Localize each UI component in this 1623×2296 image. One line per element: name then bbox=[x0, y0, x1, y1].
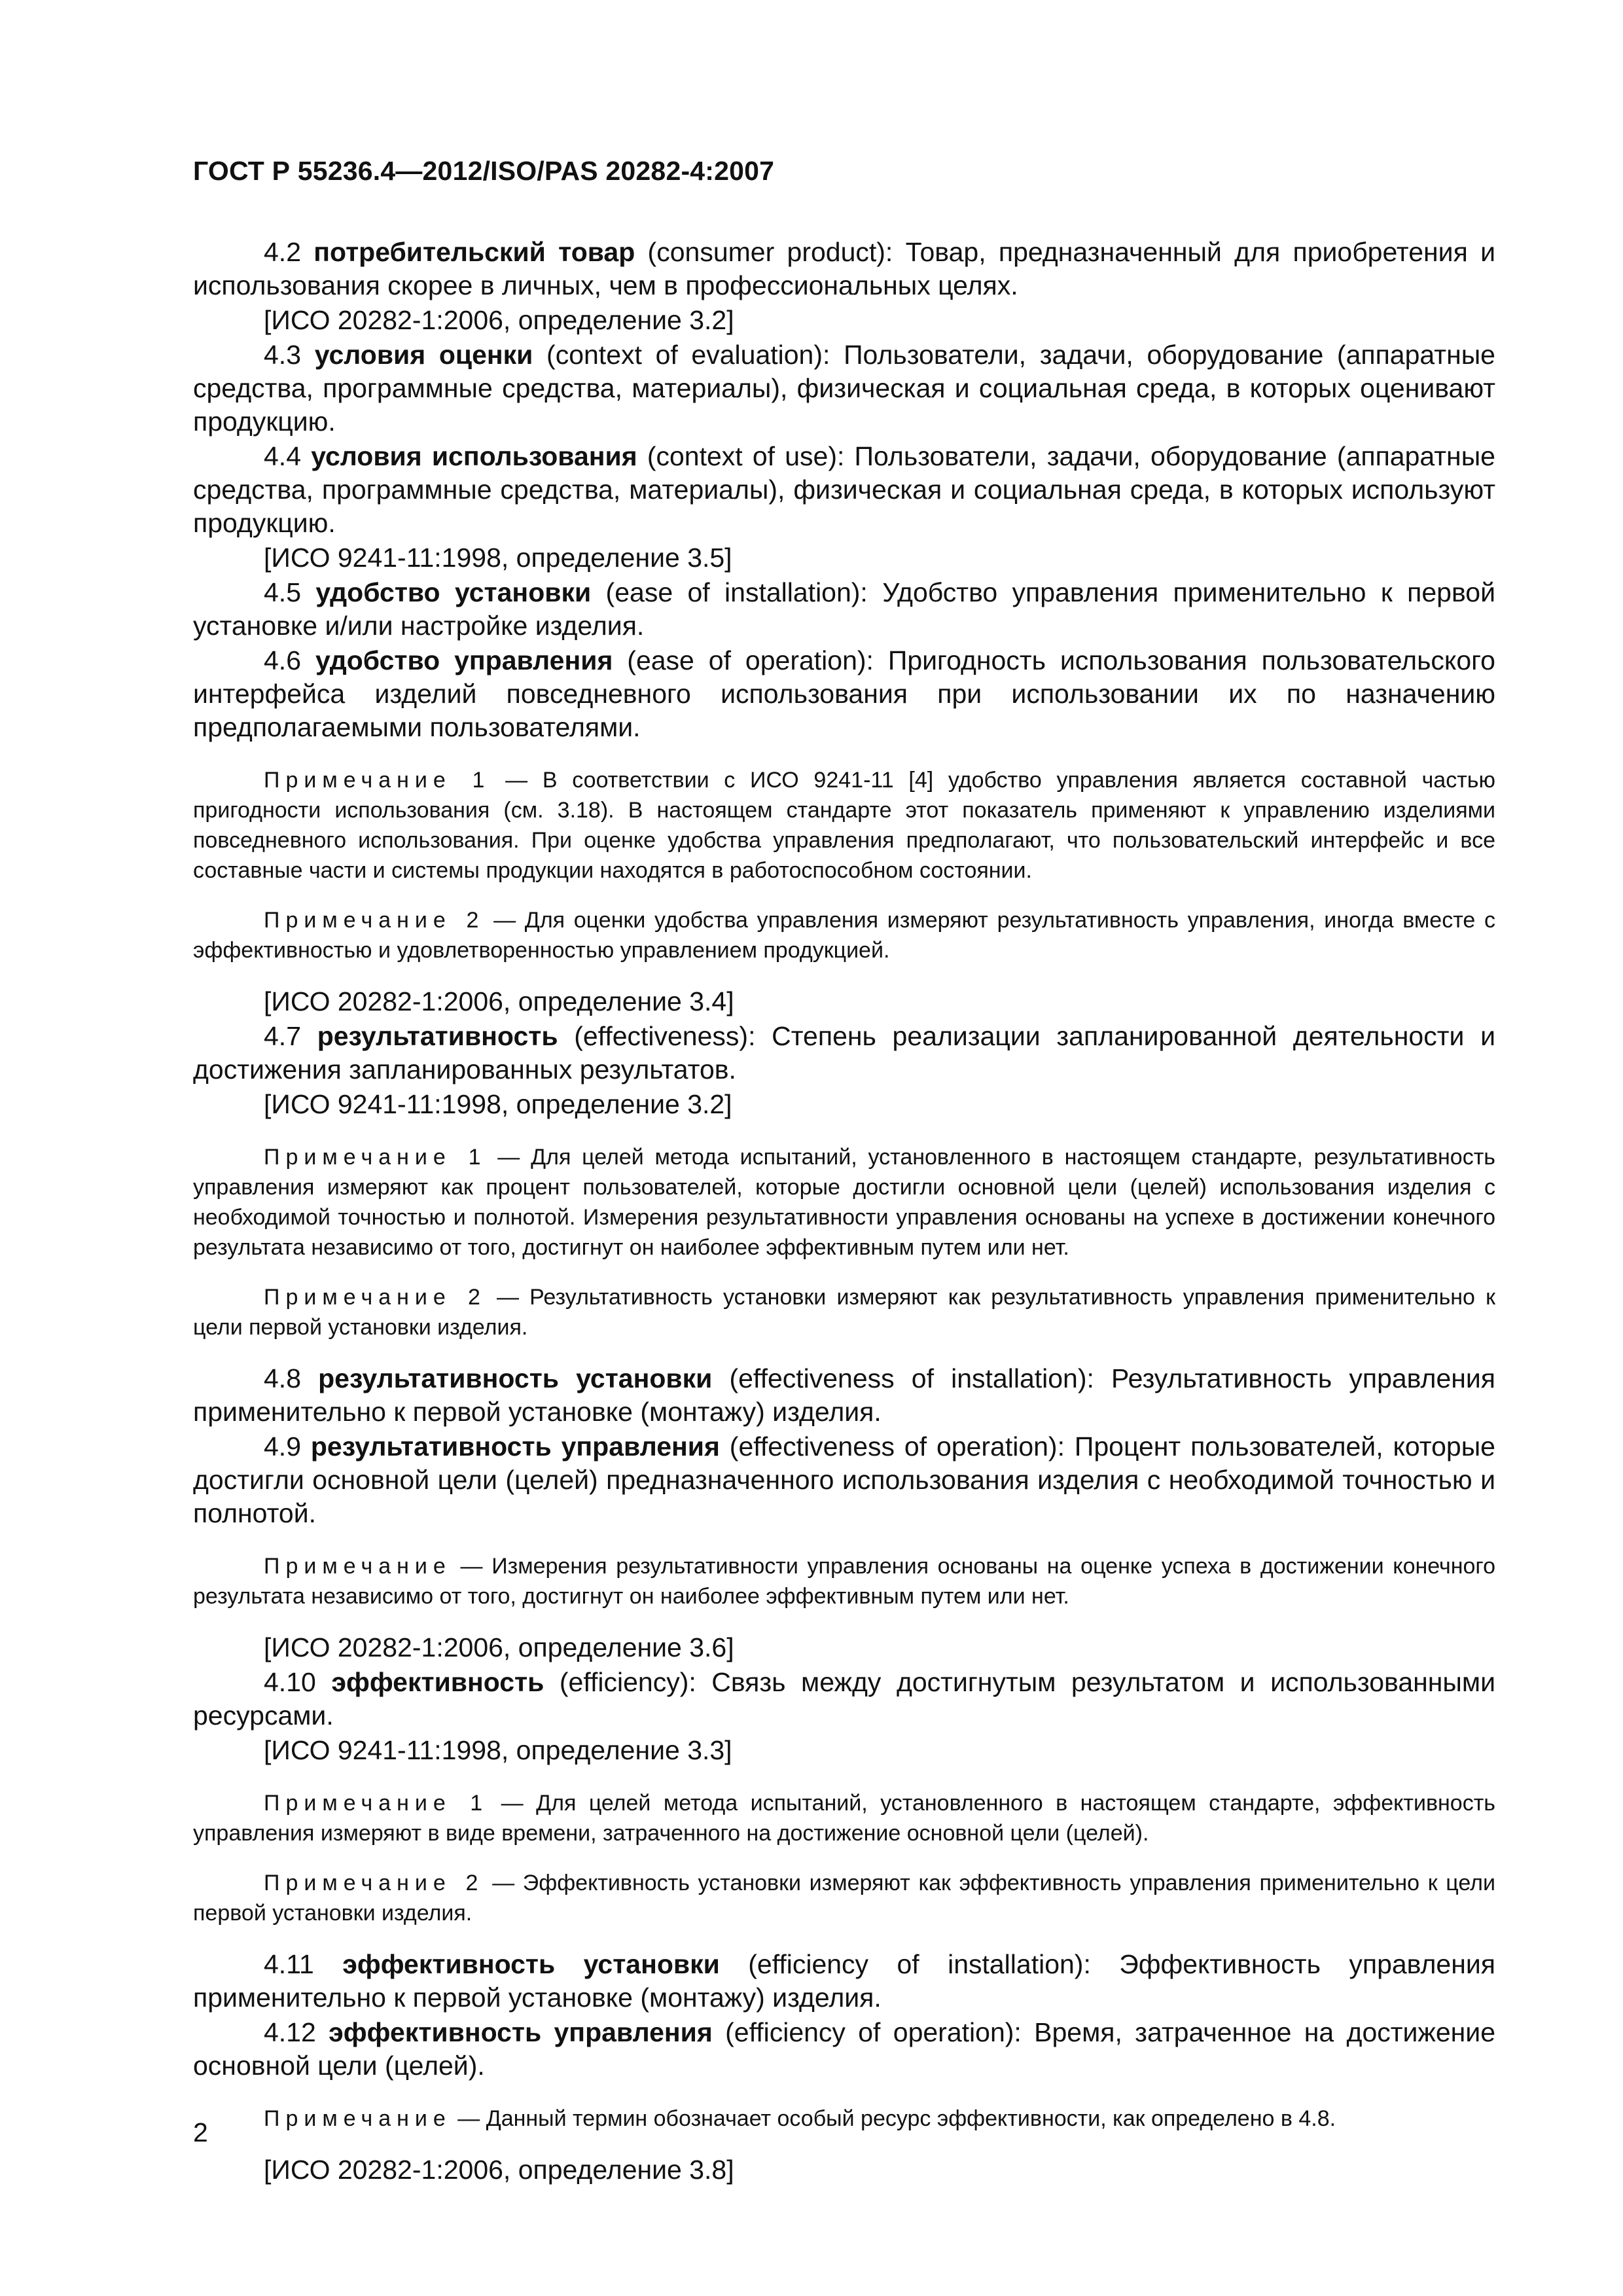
note-label: Примечание 2 bbox=[264, 908, 485, 933]
term-name: потребительский товар bbox=[313, 237, 635, 267]
note bbox=[193, 905, 1495, 965]
note bbox=[193, 765, 1495, 886]
term-definition: (effectiveness of installation): Результативность управления применительно к первой установке (монтажу) изделия. bbox=[193, 1363, 1495, 1427]
note-text: — Измерения результативности управления основаны на оценке успеха в достижении конечного результата независимо от того, достигнут он наиболее эффективным путем или нет. bbox=[193, 1554, 1495, 1609]
note-text: — Результативность установки измеряют как результативность управления применительно к цели первой установки изделия. bbox=[193, 1285, 1495, 1340]
source-reference: [ИСО 20282-1:2006, определение 3.6] bbox=[264, 1632, 734, 1662]
term-number: 4.4 bbox=[264, 441, 301, 471]
term-number: 4.9 bbox=[264, 1431, 301, 1462]
source-reference: [ИСО 9241-11:1998, определение 3.5] bbox=[264, 543, 732, 573]
term-name: эффективность установки bbox=[342, 1949, 720, 1979]
term-definition: (context of use): Пользователи, задачи, оборудование (аппаратные средства, программные средства, материалы), физическая и социальная среда, в которых используют продукцию. bbox=[193, 441, 1495, 538]
note-text: — Для целей метода испытаний, установленного в настоящем стандарте, результативность управления измеряют как процент пользователей, которые достигли основной цели (целей) использования изделия с необходимой точностью и полнотой. Измерения результативности управления основаны на успехе в достижении конечного результата независимо от того, достигнут он наиболее эффективным путем или нет. bbox=[193, 1145, 1495, 1260]
term-4-5 bbox=[193, 576, 1495, 643]
note-text: — В соответствии с ИСО 9241-11 [4] удобство управления является составной частью пригодности использования (см. 3.18). В настоящем стандарте этот показатель применяют к управлению изделиями повседневного использования. При оценке удобства управления предполагают, что пользовательский интерфейс и все составные части и системы продукции находятся в работоспособном состоянии. bbox=[193, 768, 1495, 883]
term-4-3 bbox=[193, 338, 1495, 439]
term-name: условия использования bbox=[311, 441, 637, 471]
term-4-11 bbox=[193, 1948, 1495, 2015]
term-number: 4.2 bbox=[264, 237, 301, 267]
source-reference: [ИСО 9241-11:1998, определение 3.2] bbox=[264, 1089, 732, 1119]
term-name: эффективность управления bbox=[329, 2017, 713, 2047]
note bbox=[193, 1551, 1495, 1611]
note bbox=[193, 1282, 1495, 1342]
note-label: Примечание bbox=[264, 1554, 452, 1579]
note-label: Примечание 1 bbox=[264, 1791, 489, 1816]
document-body bbox=[193, 236, 1495, 2188]
note-text: — Для оценки удобства управления измеряют результативность управления, иногда вместе с эффективностью и удовлетворенностью управлением продукцией. bbox=[193, 908, 1495, 963]
term-4-2 bbox=[193, 236, 1495, 302]
note-text: — Эффективность установки измеряют как эффективность управления применительно к цели первой установки изделия. bbox=[193, 1871, 1495, 1926]
term-number: 4.10 bbox=[264, 1667, 316, 1697]
note-text: — Для целей метода испытаний, установленного в настоящем стандарте, эффективность управления измеряют в виде времени, затраченного на достижение основной цели (целей). bbox=[193, 1791, 1495, 1846]
term-4-9 bbox=[193, 1430, 1495, 1530]
term-name: результативность установки bbox=[318, 1363, 713, 1393]
term-name: эффективность bbox=[331, 1667, 544, 1697]
term-4-6 bbox=[193, 644, 1495, 744]
note bbox=[193, 1142, 1495, 1263]
note-label: Примечание 2 bbox=[264, 1285, 486, 1310]
term-number: 4.7 bbox=[264, 1021, 301, 1051]
source-reference: [ИСО 9241-11:1998, определение 3.3] bbox=[264, 1735, 732, 1765]
term-name: удобство управления bbox=[315, 645, 613, 675]
source-reference: [ИСО 20282-1:2006, определение 3.2] bbox=[264, 305, 734, 335]
term-number: 4.8 bbox=[264, 1363, 301, 1393]
term-name: результативность bbox=[317, 1021, 558, 1051]
term-definition: (efficiency of installation): Эффективность управления применительно к первой установке (монтажу) изделия. bbox=[193, 1949, 1495, 2013]
term-name: условия оценки bbox=[314, 340, 533, 370]
term-definition: (efficiency): Связь между достигнутым результатом и использованными ресурсами. bbox=[193, 1667, 1495, 1731]
term-4-7 bbox=[193, 1020, 1495, 1086]
term-name: результативность управления bbox=[310, 1431, 720, 1462]
term-number: 4.5 bbox=[264, 577, 301, 607]
source-reference: [ИСО 20282-1:2006, определение 3.4] bbox=[264, 986, 734, 1016]
note-label: Примечание 2 bbox=[264, 1871, 484, 1895]
term-definition: (consumer product): Товар, предназначенный для приобретения и использования скорее в личных, чем в профессиональных целях. bbox=[193, 237, 1495, 300]
term-definition: (effectiveness): Степень реализации запланированной деятельности и достижения запланированных результатов. bbox=[193, 1021, 1495, 1085]
term-4-8 bbox=[193, 1362, 1495, 1429]
note bbox=[193, 2104, 1495, 2134]
term-definition: (ease of installation): Удобство управления применительно к первой установке и/или настройке изделия. bbox=[193, 577, 1495, 641]
term-number: 4.12 bbox=[264, 2017, 316, 2047]
note bbox=[193, 1788, 1495, 1848]
term-definition: (ease of operation): Пригодность использования пользовательского интерфейса изделий повседневного использования при использовании их по назначению предполагаемыми пользователями. bbox=[193, 645, 1495, 742]
document-header: ГОСТ Р 55236.4—2012/ISO/PAS 20282-4:2007 bbox=[193, 156, 775, 186]
note-label: Примечание 1 bbox=[264, 768, 491, 793]
term-4-4 bbox=[193, 440, 1495, 540]
term-number: 4.3 bbox=[264, 340, 301, 370]
note-text: — Данный термин обозначает особый ресурс эффективности, как определено в 4.8. bbox=[451, 2106, 1336, 2131]
term-definition: (context of evaluation): Пользователи, задачи, оборудование (аппаратные средства, программные средства, материалы), физическая и социальная среда, в которых оценивают продукцию. bbox=[193, 340, 1495, 437]
note-label: Примечание bbox=[264, 2106, 452, 2131]
term-number: 4.11 bbox=[264, 1949, 314, 1979]
note-label: Примечание 1 bbox=[264, 1145, 487, 1170]
term-name: удобство установки bbox=[315, 577, 592, 607]
term-definition: (efficiency of operation): Время, затраченное на достижение основной цели (целей). bbox=[193, 2017, 1495, 2081]
source-reference: [ИСО 20282-1:2006, определение 3.8] bbox=[264, 2155, 734, 2185]
note bbox=[193, 1868, 1495, 1928]
term-4-12 bbox=[193, 2016, 1495, 2083]
term-definition: (effectiveness of operation): Процент пользователей, которые достигли основной цели (целей) предназначенного использования изделия с необходимой точностью и полнотой. bbox=[193, 1431, 1495, 1528]
term-4-10 bbox=[193, 1666, 1495, 1732]
term-number: 4.6 bbox=[264, 645, 301, 675]
page-number: 2 bbox=[193, 2117, 208, 2147]
